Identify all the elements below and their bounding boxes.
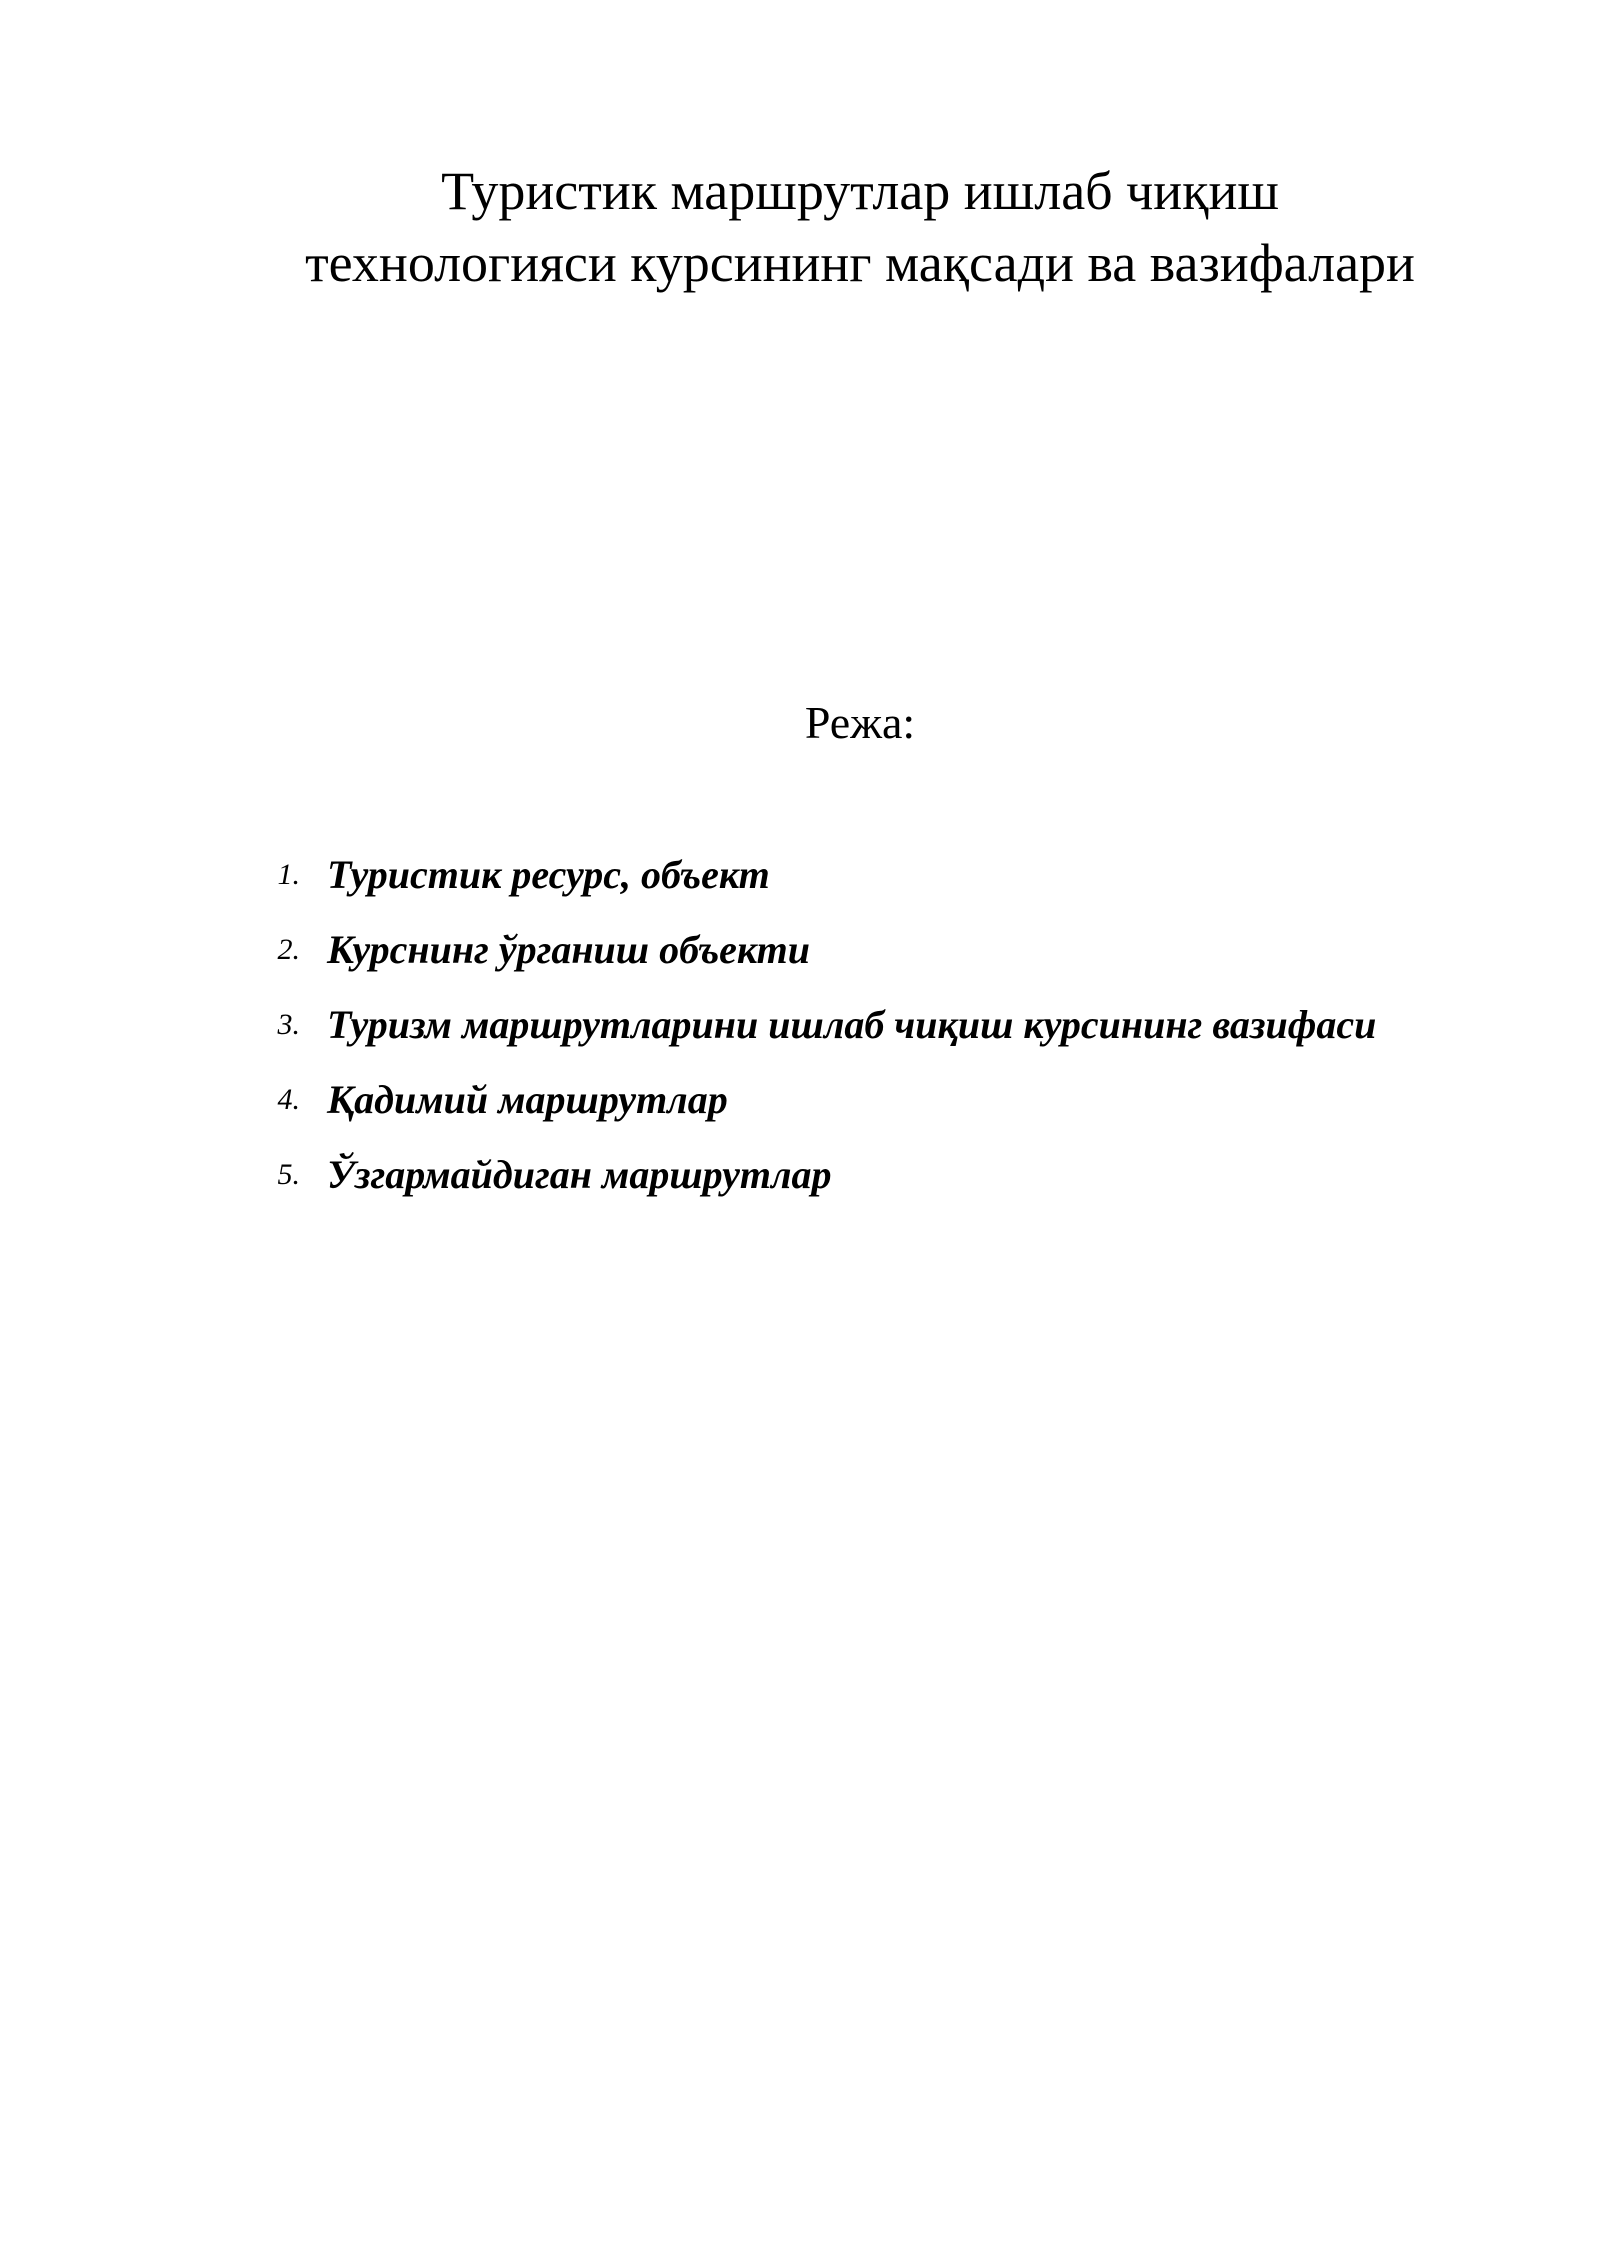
plan-item-number: 2. bbox=[277, 933, 300, 966]
plan-item-text: Туризм маршрутларини ишлаб чиқиш курсининг вазифаси bbox=[327, 1002, 1377, 1047]
plan-item-text: Қадимий маршрутлар bbox=[327, 1077, 728, 1122]
plan-item-number: 3. bbox=[277, 1008, 300, 1041]
title-line-2: технологияси курсининг мақсади ва вазифалари bbox=[305, 233, 1415, 293]
plan-heading: Режа: bbox=[804, 697, 916, 748]
plan-item-text: Туристик ресурс, объект bbox=[327, 852, 770, 897]
plan-item-text: Ўзгармайдиган маршрутлар bbox=[327, 1152, 832, 1197]
title-line-1: Туристик маршрутлар ишлаб чиқиш bbox=[441, 161, 1279, 221]
plan-item-number: 4. bbox=[277, 1083, 300, 1116]
document-title bbox=[200, 155, 1520, 299]
plan-item-number: 1. bbox=[277, 858, 300, 891]
plan-item-number: 5. bbox=[277, 1158, 300, 1191]
plan-item-text: Курснинг ўрганиш объекти bbox=[327, 927, 811, 972]
